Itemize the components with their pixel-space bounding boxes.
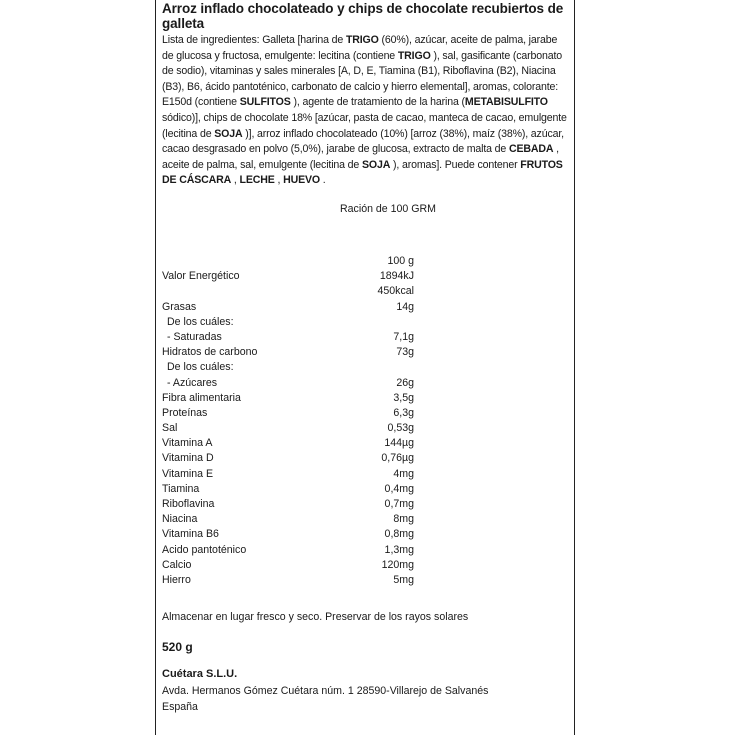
nutrition-row (162, 558, 422, 573)
nutrition-row (162, 573, 422, 588)
nutrient-value: 6,3g (393, 406, 414, 419)
ingredients-list (162, 33, 570, 189)
nutrient-value: 1894kJ (379, 270, 414, 283)
nutrient-label: Proteínas (162, 406, 208, 419)
ingredient-text: Lista de ingredientes: Galleta [harina de (162, 34, 346, 46)
allergen-text: SOJA (214, 127, 243, 140)
allergen-text: TRIGO (345, 34, 379, 46)
ingredient-text: ), aromas]. Puede contener (390, 158, 521, 171)
ingredient-text: (60%), azúcar, aceite de palma, jarabe de glucosa y fructosa, emulgente: lecitina (contiene (162, 34, 558, 62)
nutrient-label: Fibra alimentaria (162, 391, 241, 404)
allergen-text: METABISULFITO (464, 96, 548, 109)
nutrient-value: 8mg (393, 513, 414, 526)
allergen-text: HUEVO (283, 174, 321, 187)
allergen-text: SOJA (361, 158, 391, 171)
nutrient-value: 7,1g (393, 330, 414, 343)
company-name: Cuétara S.L.U. (162, 668, 238, 680)
ingredient-text: ), agente de tratamiento de la harina ( (290, 96, 465, 109)
nutrient-value: 0,7mg (384, 498, 414, 510)
nutrition-row (162, 482, 422, 497)
ingredient-text: )], arroz inflado chocolateado (10%) [arroz (38%), maíz (38%), azúcar, cacao desgrasado en polvo (5,0%), jarabe de glucosa, extracto de malta de (162, 127, 564, 156)
nutrition-row (162, 512, 422, 527)
nutrition-row (162, 315, 422, 330)
nutrient-label: Acido pantoténico (162, 543, 247, 556)
nutrient-value: 0,53g (387, 422, 414, 435)
storage-instructions: Almacenar en lugar fresco y seco. Preservar de los rayos solares (162, 611, 469, 623)
nutrient-label: Sal (162, 422, 178, 435)
ingredient-text: ), sal, gasificante (carbonato de sodio), vitaminas y sales minerales [A, D, E, Tiamina (B1), Riboflavina (B2), Niacina (B3), B6, ácido pantoténico, carbonato de calcio y hierro elemental], aromas, colorante: E150d (contiene (162, 49, 563, 109)
nutrient-value: 144µg (384, 437, 414, 450)
nutrition-row (162, 269, 422, 284)
nutrient-value: 1,3mg (384, 543, 414, 556)
nutrient-label: Vitamina A (162, 437, 213, 450)
product-title: Arroz inflado chocolateado y chips de chocolate recubiertos de galleta (162, 1, 564, 31)
nutrient-label: Vitamina B6 (162, 528, 219, 541)
nutrient-value: 4mg (393, 467, 414, 480)
nutrient-label: Niacina (162, 513, 198, 526)
nutrition-row (162, 391, 422, 406)
nutrition-row (162, 421, 422, 436)
nutrient-label: De los cuáles: (167, 361, 234, 374)
nutrient-value: 0,76µg (381, 452, 414, 465)
company-address: Avda. Hermanos Gómez Cuétara núm. 1 28590-Villarejo de Salvanés (162, 685, 489, 697)
nutrient-value: 26g (396, 376, 414, 389)
nutrient-label: - Azúcares (167, 376, 218, 389)
allergen-text: FRUTOS DE CÁSCARA (162, 158, 563, 187)
nutrition-row (162, 360, 422, 375)
nutrition-row (162, 254, 422, 269)
nutrition-row (162, 451, 422, 466)
ingredient-text: , aceite de palma, sal, emulgente (lecitina de (162, 143, 559, 171)
nutrition-row (162, 436, 422, 451)
allergen-text: SULFITOS (239, 96, 291, 109)
nutrient-label: Valor Energético (162, 270, 240, 283)
nutrient-value: 73g (396, 346, 414, 359)
ingredient-text: . (320, 174, 326, 187)
nutrient-label: Calcio (162, 558, 192, 571)
nutrient-value: 0,4mg (384, 482, 414, 495)
nutrient-label: De los cuáles: (167, 315, 234, 328)
nutrition-row (162, 467, 422, 482)
allergen-text: CEBADA (508, 143, 554, 156)
nutrient-value: 100 g (387, 255, 414, 267)
nutrition-row (162, 497, 422, 512)
nutrition-row (162, 527, 422, 542)
ingredient-text: , (274, 174, 284, 187)
net-weight: 520 g (162, 640, 193, 654)
nutrient-label: Hierro (162, 573, 191, 586)
allergen-text: TRIGO (397, 49, 431, 62)
company-country: España (162, 701, 198, 713)
nutrition-row (162, 376, 422, 391)
nutrient-value: 3,5g (393, 391, 414, 404)
nutrition-table (162, 254, 422, 588)
nutrition-row (162, 543, 422, 558)
nutrient-value: 120mg (381, 558, 414, 571)
allergen-text: LECHE (239, 174, 275, 187)
nutrient-label: Vitamina D (162, 452, 214, 465)
nutrient-value: 0,8mg (384, 528, 414, 541)
nutrition-row (162, 406, 422, 421)
nutrient-value: 14g (396, 300, 414, 313)
nutrient-label: Tiamina (162, 482, 200, 495)
nutrition-row (162, 330, 422, 345)
nutrient-value: 5mg (393, 573, 414, 586)
ingredient-text: , (231, 174, 240, 187)
nutrient-label: Grasas (162, 300, 197, 313)
ingredient-text: sódico)], chips de chocolate 18% [azúcar, pasta de cacao, manteca de cacao, emulgente (lecitina de (162, 111, 567, 140)
nutrition-row (162, 300, 422, 315)
nutrition-row (162, 284, 422, 299)
nutrient-value: 450kcal (377, 285, 414, 298)
nutrient-label: Vitamina E (162, 467, 214, 480)
portion-heading: Ración de 100 GRM (340, 203, 436, 215)
nutrient-label: Riboflavina (162, 498, 215, 510)
nutrient-label: Hidratos de carbono (162, 346, 258, 359)
nutrition-row (162, 345, 422, 360)
nutrient-label: - Saturadas (167, 330, 222, 343)
